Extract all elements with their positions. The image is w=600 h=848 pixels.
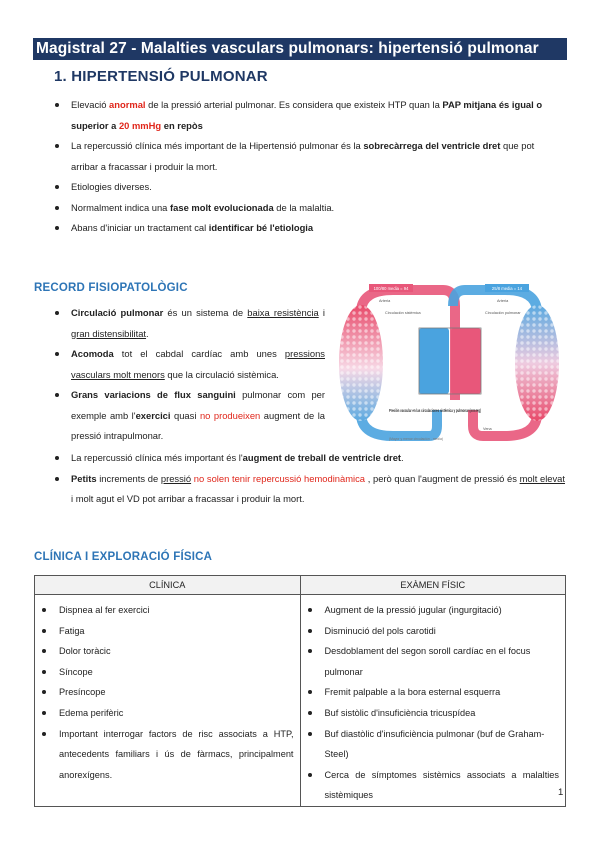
list-item: Abans d'iniciar un tractament cal identificar bé l'etiologia	[55, 218, 560, 239]
vein-label: Vena	[483, 427, 492, 431]
table-list-item: Disminució del pols carotidi	[301, 621, 566, 642]
intro-list	[55, 95, 560, 239]
table-list-item: Buf diastòlic d'insuficiència pulmonar (buf de Graham-Steel)	[301, 724, 566, 765]
list-item: Normalment indica una fase molt evolucionada de la malaltia.	[55, 198, 560, 219]
table-list-item: Dolor toràcic	[35, 641, 300, 662]
artery-label: Arteria	[497, 299, 509, 303]
table-list-item: Dispnea al fer exercici	[35, 600, 300, 621]
record-list-continued	[55, 448, 565, 510]
list-item: Acomoda tot el cabdal cardíac amb unes pressions vasculars molt menors que la circulació sistèmica.	[55, 344, 325, 385]
page-number: 1	[558, 787, 564, 798]
circulation-diagram	[333, 280, 565, 446]
table-list-item: Augment de la pressió jugular (ingurgitació)	[301, 600, 566, 621]
list-item: Circulació pulmonar és un sistema de baixa resistència i gran distensibilitat.	[55, 303, 325, 344]
list-item: La repercussió clínica més important és l'augment de treball de ventricle dret.	[55, 448, 565, 469]
table-list-item: Presíncope	[35, 682, 300, 703]
clinica-column	[35, 595, 301, 807]
table-list-item: Desdoblament del segon soroll cardíac en el focus pulmonar	[301, 641, 566, 682]
table-list-item: Cerca de símptomes sistèmics associats a malalties sistèmiques	[301, 765, 566, 806]
list-item: La repercussió clínica més important de la Hipertensió pulmonar és la sobrecàrrega del ventricle dret que pot arribar a fracassar i produir la mort.	[55, 136, 560, 177]
section-heading-record: RECORD FISIOPATOLÒGIC	[34, 282, 188, 294]
table-header-examen: EXÀMEN FÍSIC	[300, 576, 566, 595]
clinica-table	[34, 575, 566, 807]
document-title: Magistral 27 - Malalties vasculars pulmonars: hipertensió pulmonar	[33, 38, 567, 60]
list-item: Elevació anormal de la pressió arterial pulmonar. Es considera que existeix HTP quan la PAP mitjana és igual o superior a 20 mmHg en repòs	[55, 95, 560, 136]
table-list-item: Fatiga	[35, 621, 300, 642]
table-header-clinica: CLÍNICA	[35, 576, 301, 595]
table-list-item: Buf sistòlic d'insuficiència tricuspídea	[301, 703, 566, 724]
examen-column	[300, 595, 566, 807]
list-item: Etiologies diverses.	[55, 177, 560, 198]
artery-label: Arteria	[379, 299, 391, 303]
heart-left-chambers	[451, 328, 481, 394]
list-item: Petits increments de pressió no solen tenir repercussió hemodinàmica , però quan l'augment de pressió és molt elevat i molt agut el VD pot arribar a fracassar i produir la mort.	[55, 469, 565, 510]
heart-right-chambers	[419, 328, 449, 394]
pulmonary-circulation-label: Circulación pulmonar	[485, 311, 521, 315]
record-list	[55, 303, 325, 447]
table-list-item: Edema perifèric	[35, 703, 300, 724]
diagram-footnote: (Mayor y menor circulación - media)	[389, 437, 444, 441]
diagram-caption: Presión vascular en las circulaciones sistémica y pulmonar (mm Hg)	[389, 408, 482, 413]
list-item: Grans variacions de flux sanguini pulmonar com per exemple amb l'exercici quasi no produeixen augment de la pressió intrapulmonar.	[55, 385, 325, 447]
table-list-item: Fremit palpable a la bora esternal esquerra	[301, 682, 566, 703]
systemic-circulation-label: Circulación sistémica	[385, 311, 421, 315]
table-list-item: Síncope	[35, 662, 300, 683]
table-list-item: Important interrogar factors de risc associats a HTP, antecedents familiars i ús de fàrmacs, principalment anorexígens.	[35, 724, 300, 786]
systemic-pressure-label: 100/80 media = 94	[373, 286, 409, 291]
section-heading-clinica: CLÍNICA I EXPLORACIÓ FÍSICA	[34, 551, 213, 563]
section-heading-hipertensio: 1. HIPERTENSIÓ PULMONAR	[54, 68, 268, 85]
pulmonary-pressure-label: 25/8 media = 14	[491, 286, 523, 291]
